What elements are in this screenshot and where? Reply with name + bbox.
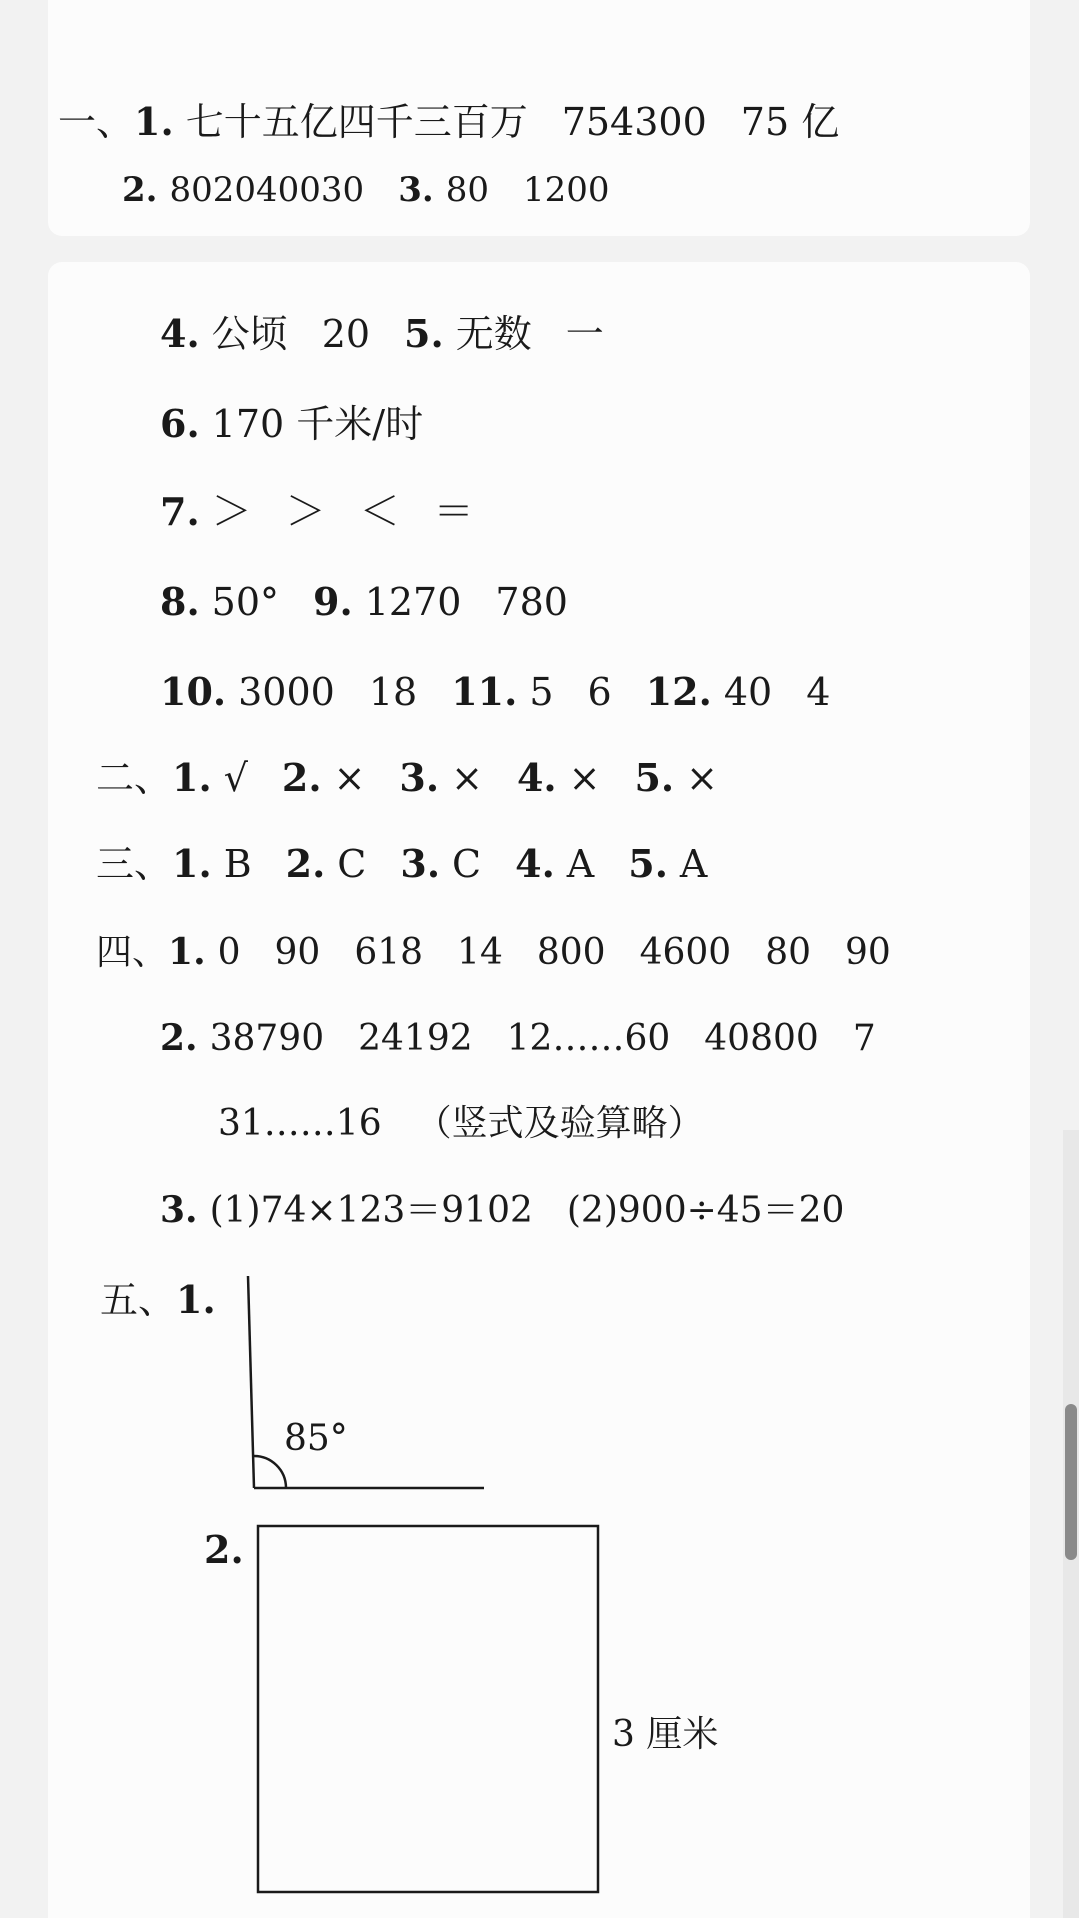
answer: 40800 bbox=[704, 1018, 819, 1059]
q-number: 1. bbox=[134, 99, 174, 144]
q-number: 12. bbox=[645, 669, 712, 714]
q-number: 5. bbox=[404, 311, 444, 356]
q-number: 1. bbox=[168, 931, 206, 973]
q-number: 3. bbox=[160, 1189, 198, 1231]
answer: 802040030 bbox=[169, 170, 365, 210]
answer: 618 bbox=[354, 932, 424, 973]
answer: 24192 bbox=[358, 1018, 473, 1059]
q-number: 5. bbox=[628, 841, 668, 886]
q-number: 3. bbox=[400, 841, 441, 886]
answer: 780 bbox=[495, 580, 568, 624]
answer: 80 bbox=[445, 170, 489, 210]
compare-symbol: ＝ bbox=[433, 489, 474, 535]
answer: 14 bbox=[457, 932, 503, 973]
answer: × bbox=[333, 756, 366, 800]
section-1-label: 一、 bbox=[58, 100, 135, 144]
answer: 800 bbox=[536, 932, 606, 973]
q-number: 1. bbox=[172, 755, 212, 800]
q-number: 5. bbox=[634, 755, 675, 800]
answer: A bbox=[566, 842, 595, 886]
scrollbar-thumb[interactable] bbox=[1065, 1404, 1077, 1560]
q-number: 9. bbox=[313, 579, 353, 624]
compare-symbol: ＜ bbox=[359, 489, 400, 535]
answer: 一 bbox=[565, 312, 604, 356]
square-side-label: 3 厘米 bbox=[612, 1714, 719, 1755]
answer: √ bbox=[223, 756, 248, 800]
answer: (1)74×123＝9102 bbox=[209, 1190, 533, 1231]
answer: 7 bbox=[852, 1018, 876, 1059]
answer: 1200 bbox=[522, 170, 610, 210]
answer: 1270 bbox=[364, 580, 462, 624]
section-2-label: 二、 bbox=[96, 756, 173, 800]
compare-symbol: ＞ bbox=[211, 489, 252, 535]
answer: 0 bbox=[217, 932, 241, 973]
answer: 七十五亿四千三百万 bbox=[185, 100, 528, 144]
q-number: 2. bbox=[122, 170, 158, 210]
square-figure bbox=[258, 1526, 598, 1892]
section-5-label: 五、 bbox=[100, 1278, 177, 1322]
q-number: 2. bbox=[281, 755, 322, 800]
answer: 12……60 bbox=[506, 1018, 671, 1059]
note: （竖式及验算略） bbox=[415, 1103, 704, 1144]
answer: 90 bbox=[274, 932, 321, 973]
answer: 31……16 bbox=[218, 1103, 382, 1144]
answer: 4600 bbox=[639, 932, 732, 973]
answer: 90 bbox=[845, 932, 891, 973]
answer: (2)900÷45＝20 bbox=[566, 1190, 845, 1231]
angle-label: 85° bbox=[284, 1418, 348, 1459]
s5-q2-label bbox=[204, 1526, 256, 1574]
answer: A bbox=[679, 842, 708, 886]
answer: 无数 bbox=[455, 312, 532, 356]
q-number: 6. bbox=[160, 401, 200, 446]
answer: 754300 bbox=[561, 100, 707, 144]
q-number: 11. bbox=[451, 669, 518, 714]
answer: B bbox=[223, 842, 252, 886]
q-number: 2. bbox=[204, 1527, 244, 1572]
q-number: 4. bbox=[515, 841, 555, 886]
answer: 5 bbox=[529, 670, 554, 714]
q-number: 3. bbox=[399, 755, 440, 800]
q-number: 3. bbox=[398, 170, 434, 210]
q-number: 2. bbox=[160, 1017, 198, 1059]
section-4-label: 四、 bbox=[96, 932, 169, 973]
section-3-label: 三、 bbox=[96, 842, 173, 886]
answer: C bbox=[337, 842, 367, 886]
answer: 170 千米/时 bbox=[211, 402, 424, 446]
answer: C bbox=[452, 842, 482, 886]
answer: 80 bbox=[765, 932, 812, 973]
answer: 18 bbox=[368, 670, 418, 714]
answer: 6 bbox=[587, 670, 612, 714]
q-number: 1. bbox=[172, 841, 212, 886]
q-number: 8. bbox=[160, 579, 200, 624]
answer: 3000 bbox=[238, 670, 335, 714]
answer: 4 bbox=[806, 670, 831, 714]
answer: × bbox=[451, 756, 483, 800]
q-number: 4. bbox=[160, 311, 200, 356]
answer: 40 bbox=[723, 670, 773, 714]
answer: 50° bbox=[211, 580, 280, 624]
q-number: 1. bbox=[176, 1277, 216, 1322]
answer: × bbox=[686, 756, 718, 800]
answer: 38790 bbox=[209, 1018, 325, 1059]
q-number: 10. bbox=[160, 669, 227, 714]
answer: 20 bbox=[321, 312, 371, 356]
answer: 公顷 bbox=[211, 312, 288, 356]
q-number: 7. bbox=[160, 489, 200, 534]
q-number: 4. bbox=[516, 755, 557, 800]
answer: × bbox=[568, 756, 601, 800]
answer: 75 亿 bbox=[740, 100, 840, 144]
q-number: 2. bbox=[285, 841, 326, 886]
angle-arc bbox=[253, 1456, 286, 1488]
compare-symbol: ＞ bbox=[285, 489, 326, 535]
